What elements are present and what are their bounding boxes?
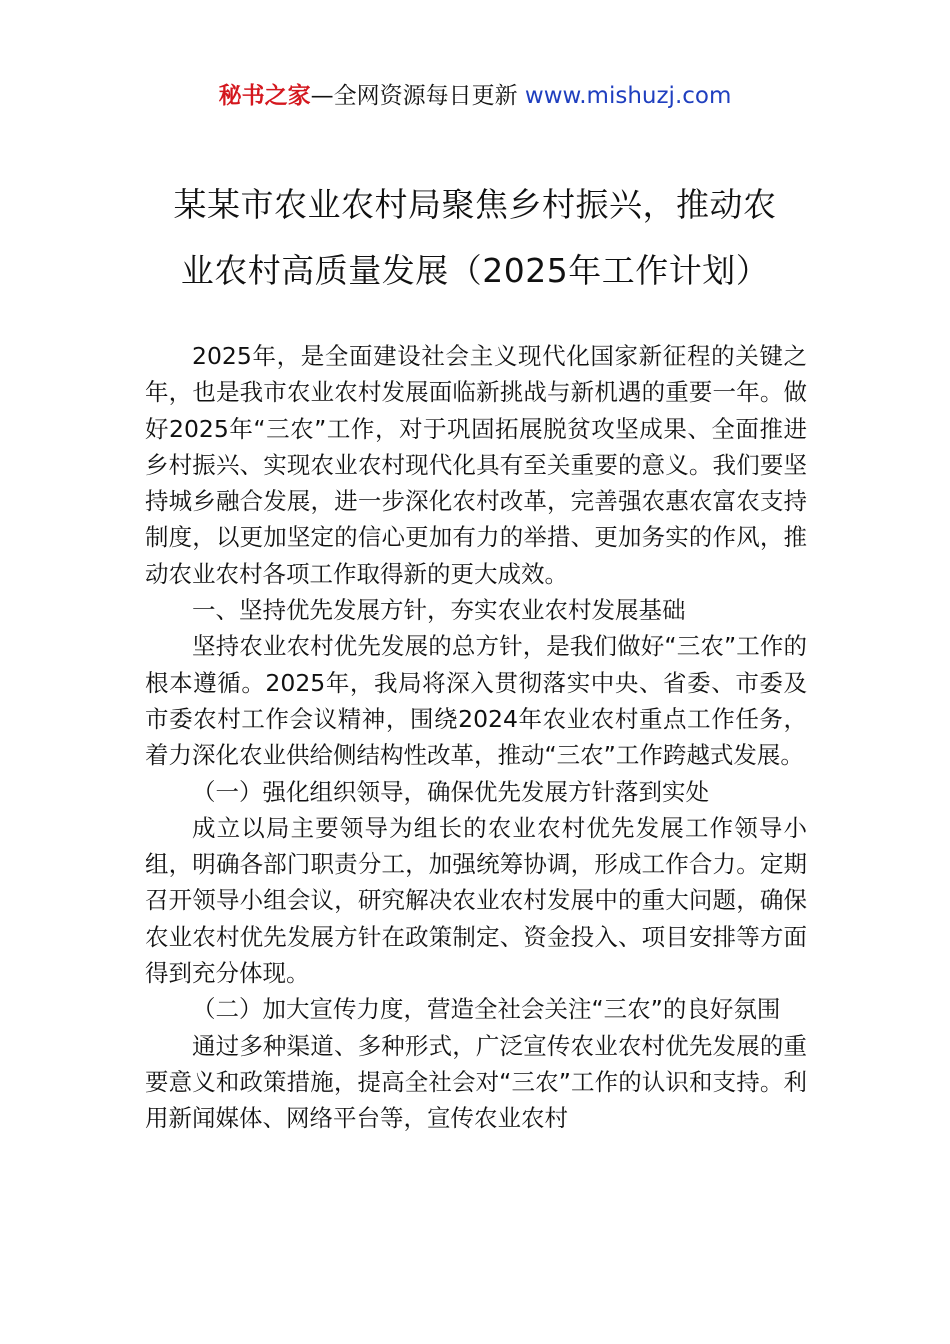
subsection-1-heading: （一）强化组织领导，确保优先发展方针落到实处: [192, 777, 709, 806]
subsection-1-paragraph: 成立以局主要领导为组长的农业农村优先发展工作领导小组，明确各部门职责分工，加强统筹协调，形成工作合力。定期召开领导小组会议，研究解决农业农村发展中的重大问题，确保农业农村优先发展方针在政策制定、资金投入、项目安排等方面得到充分体现。: [145, 813, 807, 988]
subsection-2-heading: （二）加大宣传力度，营造全社会关注“三农”的良好氛围: [192, 995, 781, 1024]
section-1-heading: 一、坚持优先发展方针，夯实农业农村发展基础: [192, 596, 686, 625]
title-line-2: 业农村高质量发展（2025年工作计划）: [180, 251, 770, 290]
brand-name: 秘书之家: [218, 83, 311, 109]
title-line-1: 某某市农业农村局聚焦乡村振兴，推动农: [173, 185, 777, 224]
intro-paragraph: 2025年，是全面建设社会主义现代化国家新征程的关键之年，也是我市农业农村发展面临新挑战与新机遇的重要一年。做好2025年“三农”工作，对于巩固拓展脱贫攻坚成果、全面推进乡村振兴、实现农业农村现代化具有至关重要的意义。我们要坚持城乡融合发展，进一步深化农村改革，完善强农惠农富农支持制度，以更加坚定的信心更加有力的举措、更加务实的作风，推动农业农村各项工作取得新的更大成效。: [145, 342, 807, 588]
document-body: [145, 338, 807, 1137]
site-url[interactable]: www.mishuzj.com: [524, 83, 732, 109]
document-title: [120, 172, 830, 304]
section-1-paragraph: 坚持农业农村优先发展的总方针，是我们做好“三农”工作的根本遵循。2025年，我局将深入贯彻落实中央、省委、市委及市委农村工作会议精神，围绕2024年农业农村重点工作任务，着力深化农业供给侧结构性改革，推动“三农”工作跨越式发展。: [145, 632, 807, 770]
brand-tagline: —全网资源每日更新: [310, 83, 518, 109]
subsection-2-paragraph: 通过多种渠道、多种形式，广泛宣传农业农村优先发展的重要意义和政策措施，提高全社会对“三农”工作的认识和支持。利用新闻媒体、网络平台等，宣传农业农村: [145, 1031, 807, 1133]
site-banner: [0, 80, 950, 112]
